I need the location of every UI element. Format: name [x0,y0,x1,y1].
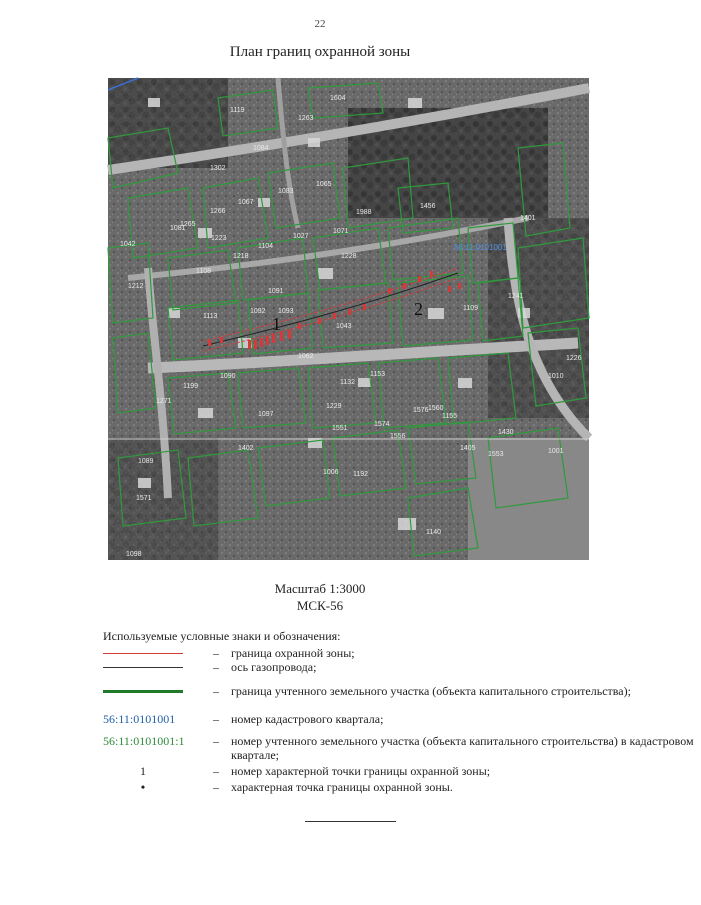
legend-desc: характерная точка границы охранной зоны. [231,780,453,794]
map-svg [108,78,589,560]
parcel-label: 1402 [238,445,254,452]
parcel-label: 1228 [341,253,357,260]
parcel-label: 1241 [508,293,524,300]
legend-desc: номер кадастрового квартала; [231,712,384,726]
parcel-label: 1081 [170,225,186,232]
parcel-label: 1062 [298,353,314,360]
parcel-label: 1006 [323,469,339,476]
parcel-label: 1083 [278,188,294,195]
parcel-label: 1027 [293,233,309,240]
parcel-label: 1132 [340,379,356,386]
parcel-label: 1093 [278,308,294,315]
parcel-label: 1302 [210,165,226,172]
legend-desc: граница учтенного земельного участка (объекта капитального строительства); [231,684,631,698]
parcel-label: 1119 [230,107,245,114]
legend-desc: ось газопровода; [231,660,317,674]
parcel-label: 1430 [498,429,514,436]
parcel-label: 1001 [548,448,564,455]
red-line-symbol [103,653,183,654]
cadastral-quarter-label: 56:11:0101001 [454,243,507,252]
parcel-label: 1089 [138,458,154,465]
parcel-label: 1091 [268,288,284,295]
parcel-label: 1010 [548,373,564,380]
parcel-label: 1092 [250,308,266,315]
orthophoto-map[interactable] [108,78,589,560]
crs-text: МСК-56 [296,598,344,613]
boundary-point-label: 2 [414,299,423,319]
parcel-label: 1113 [203,313,218,320]
parcel-label: 1067 [238,199,254,206]
parcel-label: 1108 [196,268,212,275]
parcel-label: 1560 [428,405,444,412]
page-title: План границ охранной зоны [229,44,411,60]
parcel-label: 1212 [128,283,144,290]
boundary-point-label: 1 [272,314,281,334]
parcel-number-symbol: 56:11:0101001:1 [103,734,185,748]
parcel-label: 1401 [520,215,536,222]
parcel-label: 1604 [330,95,346,102]
parcel-label: 1218 [233,253,249,260]
parcel-label: 1553 [488,451,504,458]
legend-desc: граница охранной зоны; [231,646,355,660]
parcel-label: 1097 [258,411,274,418]
legend-heading: Используемые условные знаки и обозначения: [103,629,341,643]
legend-desc: номер характерной точки границы охранной зоны; [231,764,491,778]
scale-block [0,580,640,614]
page-number: 22 [314,18,326,30]
point-dot-symbol: • [140,780,146,794]
parcel-label: 1199 [183,383,199,390]
quarter-number-symbol: 56:11:0101001 [103,712,176,726]
parcel-label: 1109 [463,305,479,312]
parcel-label: 1574 [374,421,390,428]
signature-line [305,821,396,822]
parcel-label: 1098 [126,551,142,558]
parcel-label: 1229 [326,403,342,410]
point-number-symbol: 1 [140,764,146,778]
parcel-label: 1223 [211,235,227,242]
parcel-label: 1556 [390,433,406,440]
parcel-label: 1104 [258,243,274,250]
parcel-label: 1266 [210,208,226,215]
parcel-label: 1071 [333,228,349,235]
parcel-label: 1042 [120,241,136,248]
scale-text: Масштаб 1:3000 [274,581,366,596]
parcel-label: 1153 [370,371,386,378]
green-line-symbol [103,690,183,693]
legend-desc: номер учтенного земельного участка (объекта капитального строительства) в кадастровом квартале; [231,734,694,762]
parcel-label: 1405 [460,445,476,452]
parcel-label: 1456 [420,203,436,210]
parcel-label: 1090 [220,373,236,380]
parcel-label: 1155 [442,413,458,420]
parcel-label: 1571 [136,495,152,502]
parcel-label: 1988 [356,209,372,216]
parcel-label: 1192 [353,471,369,478]
parcel-label: 1043 [336,323,352,330]
parcel-label: 1226 [566,355,582,362]
parcel-label: 1140 [426,529,442,536]
parcel-label: 1576 [413,407,429,414]
parcel-label: 1265 [180,221,196,228]
black-line-symbol [103,667,183,668]
parcel-label: 1551 [332,425,348,432]
parcel-label: 1263 [298,115,314,122]
parcel-label: 1065 [316,181,332,188]
parcel-label: 1271 [156,398,172,405]
parcel-label: 1084 [253,145,269,152]
